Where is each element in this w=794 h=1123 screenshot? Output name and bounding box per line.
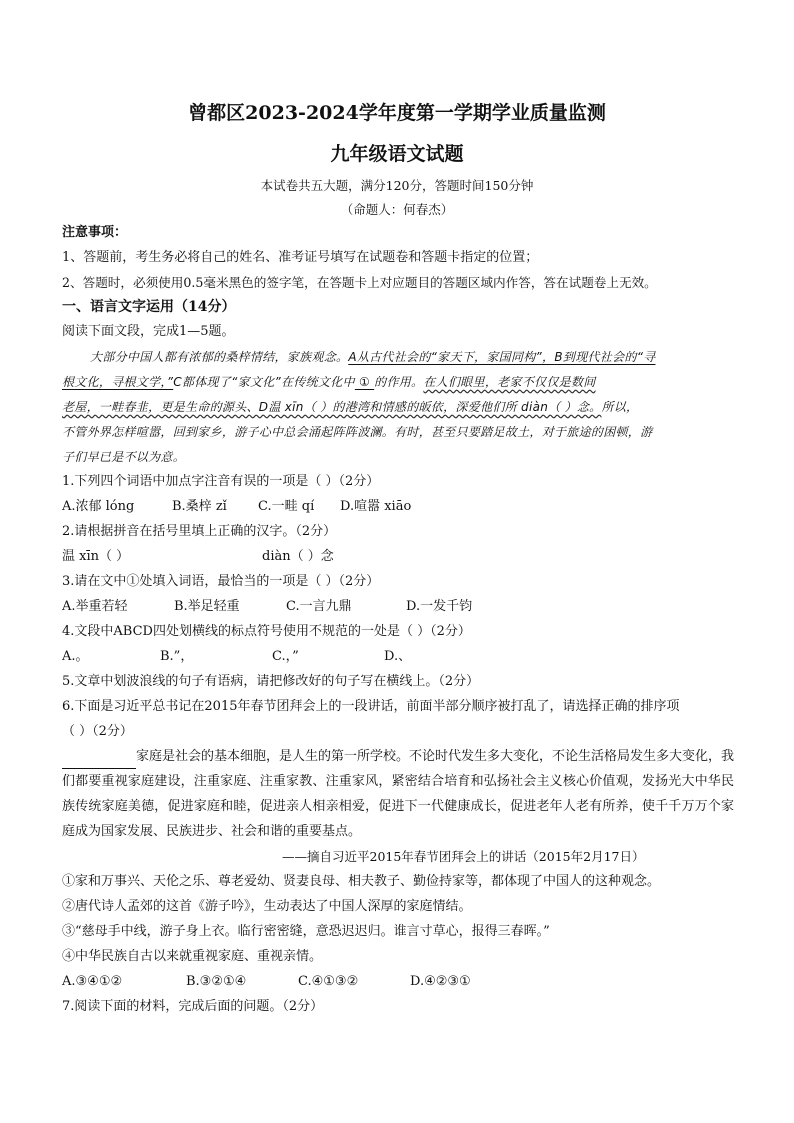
question-5: 5.文章中划波浪线的句子有语病，请把修改好的句子写在横线上。（2分） [62, 674, 480, 689]
passage-text: C都体现了“家文化”在传统文化中 [173, 375, 355, 389]
option-d: D.④②③① [410, 974, 471, 989]
option-a: A.③④①② [62, 974, 123, 989]
option-b: B.桑梓 zǐ [172, 499, 227, 514]
passage-underlined-b: B到现代社会的“寻 [554, 350, 656, 364]
section-intro: 阅读下面文段，完成1—5题。 [62, 324, 235, 339]
passage-line-1 [90, 348, 740, 366]
note-item-1: 1、答题前，考生务必将自己的姓名、准考证号填写在试题卷和答题卡指定的位置； [62, 250, 539, 265]
option-b: B.③②①④ [186, 974, 247, 989]
passage-line-4: 不管外界怎样喧嚣，回到家乡，游子心中总会涌起阵阵波澜。有时，甚至只要踏足故土，对于旅途的困顿，游 [62, 425, 653, 439]
note-item-2: 2、答题时，必须使用0.5毫米黑色的签字笔，在答题卡上对应题目的答题区域内作答，答在试题卷上无效。 [62, 275, 657, 290]
option-d: D.一发千钧 [406, 599, 473, 614]
section-heading: 一、语言文字运用（14分） [62, 299, 236, 315]
option-b: B.”， [160, 649, 194, 664]
question-6-options [62, 973, 742, 991]
exam-info: 本试卷共五大题，满分120分，答题时间150分钟 [260, 178, 534, 193]
question-1: 1.下列四个词语中加点字注音有误的一项是（ ）（2分） [62, 474, 380, 489]
exam-author: （命题人：何春杰） [340, 202, 454, 217]
page-subtitle: 九年级语文试题 [330, 143, 464, 165]
option-d: D.喧嚣 xiāo [340, 499, 412, 514]
option-c: C.一言九鼎 [286, 599, 352, 614]
question-2-blanks [62, 548, 742, 566]
passage-wavy-sentence: 老屋，一畦春韭，更是生命的源头、D温 xīn（ ）的港湾和情感的皈依，深爱他们所 diàn（ ）念。 [62, 400, 602, 414]
passage-line-2 [62, 373, 742, 391]
option-a: A.浓郁 lóng [62, 499, 135, 514]
question-4-options [62, 648, 742, 666]
option-c: C.一畦 qí [258, 499, 315, 514]
question-6-passage [62, 744, 734, 844]
notes-heading: 注意事项： [62, 225, 128, 240]
option-b: B.举足轻重 [174, 599, 240, 614]
question-3: 3.请在文中①处填入词语，最恰当的一项是（ ）（2分） [62, 574, 380, 589]
passage-text: 家庭是社会的基本细胞，是人生的第一所学校。不论时代发生多大变化，不论生活格局发生多大变化，我们都要重视家庭建设，注重家庭、注重家教、注重家风，紧密结合培育和弘扬社会主义核心价值观，发扬光大中华民族传统家庭美德，促进家庭和睦，促进亲人相亲相爱，促进下一代健康成长，促进老年人老有所养，使千千万万个家庭成为国家发展、民族进步、社会和谐的重要基点。 [62, 749, 735, 839]
quote-source: ——摘自习近平2015年春节团拜会上的讲话（2015年2月17日） [282, 849, 645, 864]
question-6-answer: （ ）（2分） [62, 724, 133, 739]
question-4: 4.文段中ABCD四处划横线的标点符号使用不规范的一处是（ ）（2分） [62, 624, 471, 639]
sentence-1: ①家和万事兴、天伦之乐、尊老爱幼、贤妻良母、相夫教子、勤俭持家等，都体现了中国人的这种观念。 [62, 874, 661, 889]
passage-underlined-c: 根文化，寻根文学，” [62, 375, 174, 389]
sentence-2: ②唐代诗人孟郊的这首《游子吟》，生动表达了中国人深厚的家庭情结。 [62, 899, 472, 914]
option-a: A.。 [62, 649, 89, 664]
passage-blank-1: ① [354, 375, 375, 389]
passage-underlined-a: A从古代社会的“家天下，家国同构”， [348, 350, 555, 364]
passage-text: 的作用。 [374, 375, 424, 389]
option-d: D.、 [384, 649, 412, 664]
page-title: 曾都区2023-2024学年度第一学期学业质量监测 [188, 102, 606, 124]
sentence-3: ③“慈母手中线，游子身上衣。临行密密缝，意恐迟迟归。谁言寸草心，报得三春晖。” [62, 924, 550, 939]
blank-dian-nian: diàn（ ）念 [262, 549, 334, 564]
answer-blank [62, 754, 136, 769]
passage-text: 大部分中国人都有浓郁的桑梓情结，家族观念。 [90, 350, 349, 364]
passage-line-3 [62, 398, 742, 416]
option-c: C.，” [272, 649, 299, 664]
sentence-4: ④中华民族自古以来就重视家庭、重视亲情。 [62, 949, 323, 964]
passage-text: 所以， [601, 400, 639, 414]
question-7: 7.阅读下面的材料，完成后面的问题。（2分） [62, 999, 324, 1014]
blank-wen-xin: 温 xīn（ ） [62, 549, 130, 564]
question-2: 2.请根据拼音在括号里填上正确的汉字。（2分） [62, 524, 337, 539]
question-1-options [62, 498, 742, 516]
option-c: C.④①③② [298, 974, 359, 989]
question-6: 6.下面是习近平总书记在2015年春节团拜会上的一段讲话，前面半部分顺序被打乱了，请选择正确的排序项 [62, 699, 680, 714]
passage-wavy-sentence: 在人们眼里，老家不仅仅是数间 [423, 375, 596, 389]
passage-line-5: 子们早已是不以为意。 [62, 450, 186, 464]
option-a: A.举重若轻 [62, 599, 128, 614]
question-3-options [62, 598, 742, 616]
